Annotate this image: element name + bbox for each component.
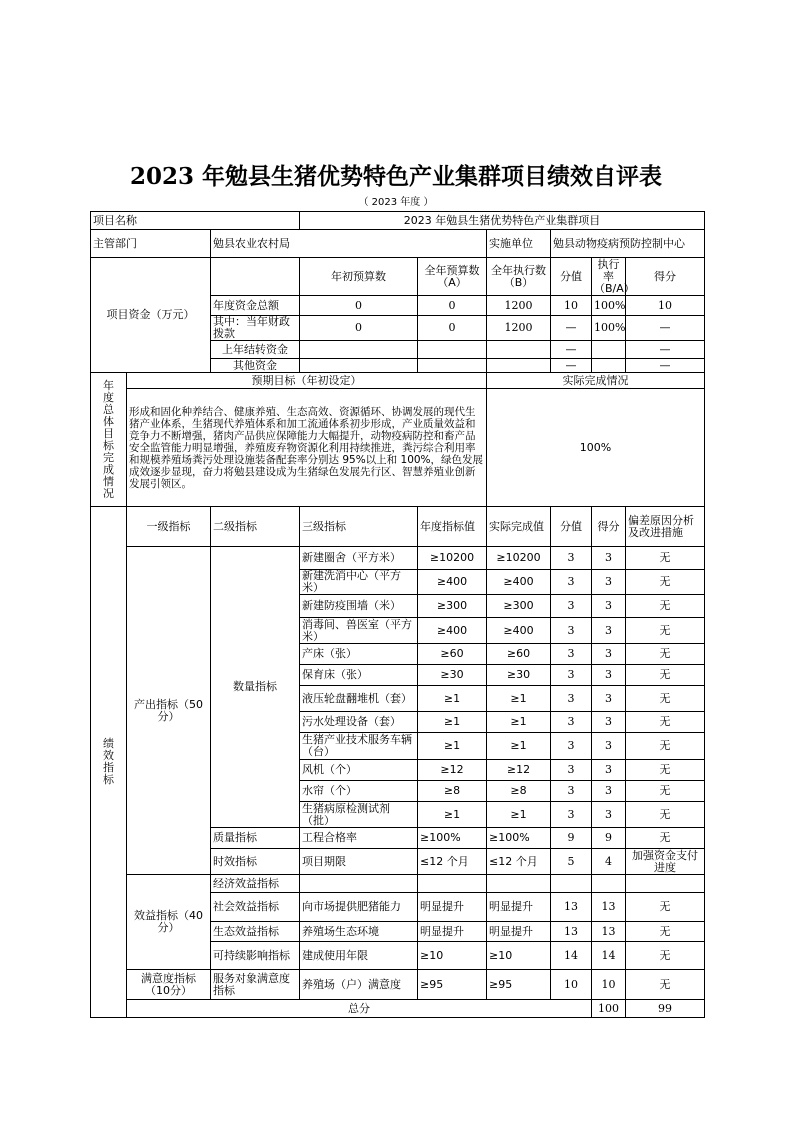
- indicator-score: 3: [592, 802, 626, 828]
- funds-row-label: 其中：当年财政拨款: [211, 316, 300, 341]
- indicator-note: 无: [626, 970, 705, 1000]
- indicator-note: 无: [626, 942, 705, 970]
- indicator-value: 5: [551, 849, 592, 875]
- indicator-score: 3: [592, 547, 626, 570]
- indicator-actual: ≥10: [487, 942, 551, 970]
- indicator-actual: ≥1: [487, 686, 551, 712]
- funds-row-label: 上年结转资金: [211, 341, 300, 359]
- indicator-score: 3: [592, 570, 626, 595]
- goals-row: [91, 389, 705, 507]
- indicator-value: 3: [551, 733, 592, 760]
- funds-value: 10: [551, 296, 592, 316]
- output-indicator-label: 产出指标（50分）: [127, 547, 211, 875]
- indicator-name: 保育床（张）: [300, 665, 418, 686]
- indicator-score: 3: [592, 760, 626, 781]
- indicator-target: [418, 875, 487, 893]
- indicator-target: ≥100%: [418, 828, 487, 849]
- funds-header-blank: [211, 258, 300, 296]
- indicator-name: 液压轮盘翻堆机（套）: [300, 686, 418, 712]
- exec-unit-value: 勉县动物疫病预防控制中心: [551, 230, 705, 258]
- indicator-score: 3: [592, 686, 626, 712]
- indicator-score: 3: [592, 595, 626, 618]
- indicator-score: 3: [592, 781, 626, 802]
- funds-header-rate: 执行率（B/A）: [592, 258, 626, 296]
- indicator-actual: ≤12 个月: [487, 849, 551, 875]
- funds-annual: 0: [418, 296, 487, 316]
- indicator-target: ≥1: [418, 802, 487, 828]
- indicator-row: [91, 875, 705, 893]
- indicator-target: ≥95: [418, 970, 487, 1000]
- indicator-target: ≥30: [418, 665, 487, 686]
- sustain-indicator-label: 可持续影响指标: [211, 942, 300, 970]
- indicator-header-score: 得分: [592, 507, 626, 547]
- funds-initial: [300, 359, 418, 373]
- indicator-header-level2: 二级指标: [211, 507, 300, 547]
- indicator-target: 明显提升: [418, 922, 487, 942]
- indicator-note: 无: [626, 618, 705, 644]
- project-name-label: 项目名称: [91, 212, 300, 230]
- indicator-score: 3: [592, 733, 626, 760]
- project-name-row: [91, 212, 705, 230]
- indicator-value: 14: [551, 942, 592, 970]
- indicator-value: 3: [551, 781, 592, 802]
- indicator-value: 3: [551, 686, 592, 712]
- indicator-value: 3: [551, 570, 592, 595]
- exec-unit-label: 实施单位: [487, 230, 551, 258]
- indicator-target: ≥1: [418, 733, 487, 760]
- indicator-score: 3: [592, 665, 626, 686]
- indicator-header-row: [91, 507, 705, 547]
- funds-row-label: 其他资金: [211, 359, 300, 373]
- indicator-note: 无: [626, 712, 705, 733]
- indicator-row: [91, 970, 705, 1000]
- funds-initial: 0: [300, 316, 418, 341]
- indicator-name: 新建洗消中心（平方米）: [300, 570, 418, 595]
- indicator-note: 无: [626, 686, 705, 712]
- indicator-target: ≥400: [418, 570, 487, 595]
- indicator-note: 无: [626, 665, 705, 686]
- indicator-target: ≥300: [418, 595, 487, 618]
- indicator-target: ≥8: [418, 781, 487, 802]
- evaluation-table: [90, 211, 705, 1018]
- indicator-name: 消毒间、兽医室（平方米）: [300, 618, 418, 644]
- indicator-actual: 明显提升: [487, 922, 551, 942]
- funds-score: 10: [626, 296, 705, 316]
- indicator-actual: [487, 875, 551, 893]
- indicator-target: ≥60: [418, 644, 487, 665]
- goals-expected-header: 预期目标（年初设定）: [127, 373, 487, 389]
- eco-indicator-label: 生态效益指标: [211, 922, 300, 942]
- indicator-name: 生猪产业技术服务车辆（台）: [300, 733, 418, 760]
- quantity-indicator-label: 数量指标: [211, 547, 300, 828]
- indicators-label: 绩 效 指 标: [91, 507, 127, 1018]
- indicator-value: [551, 875, 592, 893]
- timeliness-indicator-label: 时效指标: [211, 849, 300, 875]
- indicator-name: 污水处理设备（套）: [300, 712, 418, 733]
- funds-executed: [487, 341, 551, 359]
- indicator-note: 加强资金支付进度: [626, 849, 705, 875]
- indicator-note: 无: [626, 547, 705, 570]
- dept-row: [91, 230, 705, 258]
- indicator-name: 养殖场（户）满意度: [300, 970, 418, 1000]
- indicator-name: 建成使用年限: [300, 942, 418, 970]
- total-score: 99: [626, 1000, 705, 1018]
- dept-value: 勉县农业农村局: [211, 230, 487, 258]
- indicator-name: 产床（张）: [300, 644, 418, 665]
- indicator-target: ≥1: [418, 712, 487, 733]
- indicator-note: [626, 875, 705, 893]
- indicator-note: 无: [626, 595, 705, 618]
- indicator-score: 13: [592, 893, 626, 922]
- indicator-score: 3: [592, 644, 626, 665]
- goals-actual-value: 100%: [487, 389, 705, 507]
- indicator-value: 3: [551, 712, 592, 733]
- quality-indicator-label: 质量指标: [211, 828, 300, 849]
- indicator-actual: ≥300: [487, 595, 551, 618]
- indicator-note: 无: [626, 733, 705, 760]
- funds-label: 项目资金（万元）: [91, 258, 211, 373]
- indicator-note: 无: [626, 828, 705, 849]
- indicator-actual: ≥8: [487, 781, 551, 802]
- indicator-header-actual: 实际完成值: [487, 507, 551, 547]
- indicator-name: 新建防疫围墙（米）: [300, 595, 418, 618]
- indicator-header-level3: 三级指标: [300, 507, 418, 547]
- indicator-note: 无: [626, 570, 705, 595]
- indicator-actual: ≥400: [487, 570, 551, 595]
- goals-label: 年 度 总 体 目 标 完 成 情 况: [91, 373, 127, 507]
- funds-rate: 100%: [592, 316, 626, 341]
- benefit-indicator-label: 效益指标（40分）: [127, 875, 211, 970]
- indicator-target: ≥12: [418, 760, 487, 781]
- indicator-value: 13: [551, 893, 592, 922]
- indicator-actual: ≥95: [487, 970, 551, 1000]
- indicator-actual: ≥100%: [487, 828, 551, 849]
- indicator-note: 无: [626, 781, 705, 802]
- funds-score: —: [626, 341, 705, 359]
- indicator-actual: ≥30: [487, 665, 551, 686]
- indicator-actual: ≥1: [487, 733, 551, 760]
- indicator-header-note: 偏差原因分析及改进措施: [626, 507, 705, 547]
- funds-executed: [487, 359, 551, 373]
- dept-label: 主管部门: [91, 230, 211, 258]
- indicator-target: ≥1: [418, 686, 487, 712]
- goals-header-row: [91, 373, 705, 389]
- indicator-score: 3: [592, 618, 626, 644]
- funds-value: —: [551, 359, 592, 373]
- funds-annual: [418, 341, 487, 359]
- project-name-value: 2023 年勉县生猪优势特色产业集群项目: [300, 212, 705, 230]
- total-row: [91, 1000, 705, 1018]
- economic-indicator-label: 经济效益指标: [211, 875, 300, 893]
- indicator-value: 3: [551, 547, 592, 570]
- indicator-actual: ≥1: [487, 712, 551, 733]
- page-title: 2023 年勉县生猪优势特色产业集群项目绩效自评表: [129, 163, 663, 190]
- indicator-name: 水帘（个）: [300, 781, 418, 802]
- indicator-actual: ≥400: [487, 618, 551, 644]
- indicator-value: 3: [551, 644, 592, 665]
- satisfaction-indicator-label: 满意度指标（10分）: [127, 970, 211, 1000]
- indicator-row: [91, 547, 705, 570]
- indicator-score: [592, 875, 626, 893]
- indicator-name: 工程合格率: [300, 828, 418, 849]
- funds-score: —: [626, 359, 705, 373]
- indicator-value: 3: [551, 618, 592, 644]
- indicator-name: 生猪病原检测试剂（批）: [300, 802, 418, 828]
- indicator-actual: ≥12: [487, 760, 551, 781]
- funds-executed: 1200: [487, 296, 551, 316]
- indicator-target: ≥10: [418, 942, 487, 970]
- indicator-target: ≥400: [418, 618, 487, 644]
- funds-rate: [592, 359, 626, 373]
- social-indicator-label: 社会效益指标: [211, 893, 300, 922]
- indicator-actual: ≥1: [487, 802, 551, 828]
- indicator-target: ≥10200: [418, 547, 487, 570]
- indicator-note: 无: [626, 760, 705, 781]
- indicator-actual: ≥60: [487, 644, 551, 665]
- indicator-score: 9: [592, 828, 626, 849]
- indicator-header-value: 分值: [551, 507, 592, 547]
- indicator-score: 10: [592, 970, 626, 1000]
- indicator-name: 养殖场生态环境: [300, 922, 418, 942]
- indicator-header-target: 年度指标值: [418, 507, 487, 547]
- indicator-name: 新建圈舍（平方米）: [300, 547, 418, 570]
- total-label: 总分: [127, 1000, 592, 1018]
- funds-header-score: 得分: [626, 258, 705, 296]
- total-value: 100: [592, 1000, 626, 1018]
- funds-header-executed: 全年执行数（B）: [487, 258, 551, 296]
- page-subtitle: （ 2023 年度 ）: [358, 197, 434, 208]
- indicator-header-level1: 一级指标: [127, 507, 211, 547]
- indicator-note: 无: [626, 922, 705, 942]
- indicator-score: 4: [592, 849, 626, 875]
- funds-value: —: [551, 341, 592, 359]
- indicator-value: 3: [551, 760, 592, 781]
- funds-rate: [592, 341, 626, 359]
- funds-rate: 100%: [592, 296, 626, 316]
- indicator-actual: ≥10200: [487, 547, 551, 570]
- indicator-name: 项目期限: [300, 849, 418, 875]
- indicator-note: 无: [626, 802, 705, 828]
- service-indicator-label: 服务对象满意度指标: [211, 970, 300, 1000]
- funds-executed: 1200: [487, 316, 551, 341]
- indicator-score: 13: [592, 922, 626, 942]
- indicator-note: 无: [626, 644, 705, 665]
- goals-actual-header: 实际完成情况: [487, 373, 705, 389]
- funds-header-value: 分值: [551, 258, 592, 296]
- funds-header-initial: 年初预算数: [300, 258, 418, 296]
- indicator-actual: 明显提升: [487, 893, 551, 922]
- indicator-target: 明显提升: [418, 893, 487, 922]
- funds-initial: 0: [300, 296, 418, 316]
- indicator-value: 9: [551, 828, 592, 849]
- funds-annual: 0: [418, 316, 487, 341]
- funds-initial: [300, 341, 418, 359]
- indicator-value: 3: [551, 595, 592, 618]
- goals-expected-text: 形成和固化种养结合、健康养殖、生态高效、资源循环、协调发展的现代生猪产业体系，生猪现代养殖体系和加工流通体系初步形成，产业质量效益和竞争力不断增强，猪肉产品供应保障能力大幅提升，动物疫病防控和畜产品安全监管能力明显增强，养殖废弃物资源化利用持续推进，粪污综合利用率和规模养殖场粪污处理设施装备配套率分别达 95%以上和 100%，绿色发展成效逐步显现，奋力将勉县建设成为生猪绿色发展先行区、智慧养殖业创新发展引领区。: [127, 389, 487, 507]
- indicator-target: ≤12 个月: [418, 849, 487, 875]
- indicator-value: 13: [551, 922, 592, 942]
- indicator-note: 无: [626, 893, 705, 922]
- funds-header-row: [91, 258, 705, 296]
- indicator-name: [300, 875, 418, 893]
- indicator-value: 3: [551, 665, 592, 686]
- indicator-score: 14: [592, 942, 626, 970]
- indicator-score: 3: [592, 712, 626, 733]
- indicator-name: 风机（个）: [300, 760, 418, 781]
- indicator-name: 向市场提供肥猪能力: [300, 893, 418, 922]
- funds-row-label: 年度资金总额: [211, 296, 300, 316]
- funds-header-annual: 全年预算数（A）: [418, 258, 487, 296]
- indicator-value: 3: [551, 802, 592, 828]
- indicator-value: 10: [551, 970, 592, 1000]
- funds-score: —: [626, 316, 705, 341]
- funds-value: —: [551, 316, 592, 341]
- funds-annual: [418, 359, 487, 373]
